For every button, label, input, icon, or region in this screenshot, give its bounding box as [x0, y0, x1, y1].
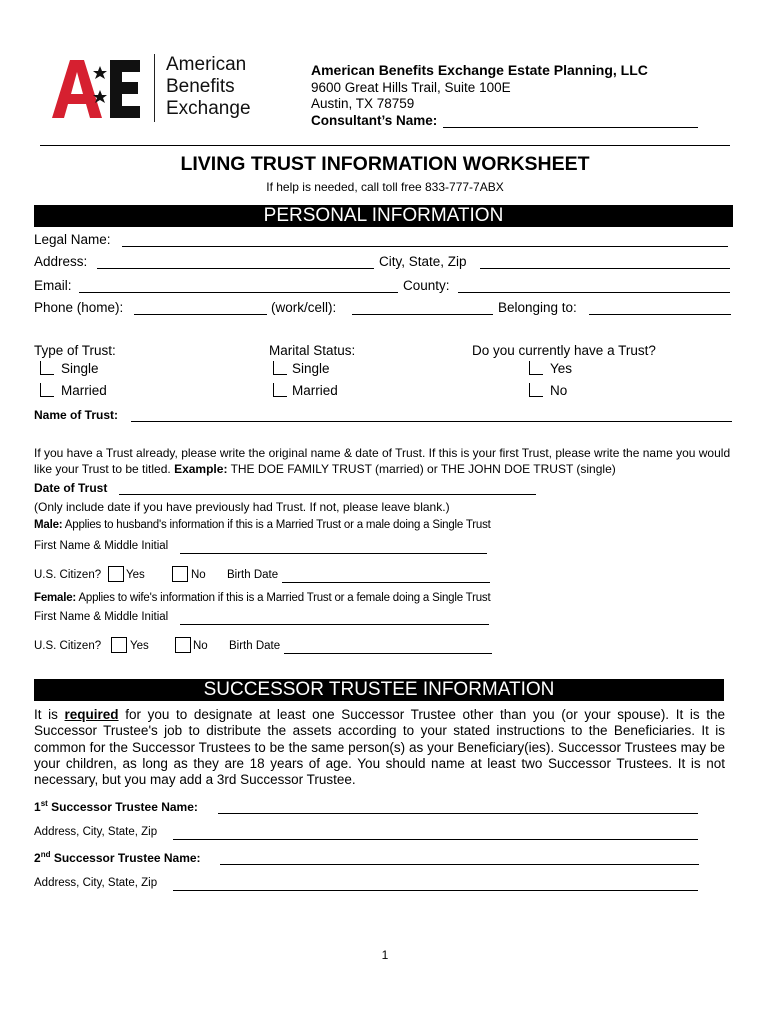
marital-single-label: Single — [292, 361, 330, 376]
personal-info-heading: PERSONAL INFORMATION — [34, 205, 733, 227]
phone-home-label: Phone (home): — [34, 300, 124, 315]
first-trustee-text: Successor Trustee Name: — [51, 800, 198, 814]
legal-name-label: Legal Name: — [34, 232, 111, 247]
logo-name-line: Exchange — [166, 98, 251, 119]
date-of-trust-field[interactable] — [119, 494, 536, 495]
first-trustee-sup: st — [40, 799, 48, 808]
marital-married-checkbox[interactable] — [273, 383, 287, 397]
male-citizen-no-label: No — [191, 569, 206, 581]
county-label: County: — [403, 278, 450, 293]
page-number: 1 — [381, 948, 389, 962]
first-trustee-label — [34, 799, 198, 814]
second-trustee-label — [34, 850, 201, 865]
female-first-name-label: First Name & Middle Initial — [34, 611, 169, 623]
first-trustee-address-label: Address, City, State, Zip — [34, 826, 158, 838]
have-trust-yes-checkbox[interactable] — [529, 361, 543, 375]
work-cell-label: (work/cell): — [271, 300, 337, 315]
example-label: Example: — [174, 461, 228, 476]
trust-married-checkbox[interactable] — [40, 383, 54, 397]
company-address-2: Austin, TX 78759 — [311, 96, 415, 111]
date-of-trust-label: Date of Trust — [34, 481, 108, 495]
phone-home-field[interactable] — [134, 314, 267, 315]
legal-name-field[interactable] — [122, 246, 728, 247]
have-trust-yes-label: Yes — [550, 361, 573, 376]
have-trust-no-label: No — [550, 383, 568, 398]
female-birth-date-field[interactable] — [284, 653, 492, 654]
trust-note-text: If you have a Trust already, please write the original name & date of Trust. If this is your first Trust, please write the name you would like your Trust to be titled. — [34, 446, 731, 476]
male-citizen-yes-checkbox[interactable] — [108, 566, 124, 582]
male-first-name-label: First Name & Middle Initial — [34, 540, 169, 552]
male-citizen-yes-label: Yes — [126, 569, 145, 581]
belonging-to-field[interactable] — [589, 314, 731, 315]
page-title: LIVING TRUST INFORMATION WORKSHEET — [180, 153, 590, 175]
para-pre: It is — [34, 707, 58, 722]
male-birth-date-field[interactable] — [282, 582, 490, 583]
name-of-trust-field[interactable] — [131, 421, 732, 422]
company-name: American Benefits Exchange Estate Planning, LLC — [311, 62, 648, 78]
second-trustee-text: Successor Trustee Name: — [53, 851, 201, 865]
email-label: Email: — [34, 278, 72, 293]
type-of-trust-label: Type of Trust: — [34, 343, 116, 358]
male-section — [34, 519, 491, 531]
marital-married-label: Married — [292, 383, 338, 398]
successor-heading: SUCCESSOR TRUSTEE INFORMATION — [34, 679, 724, 701]
logo-name-line: American — [166, 54, 247, 75]
female-label: Female: — [34, 592, 77, 604]
logo-mark-icon — [50, 54, 150, 124]
address-label: Address: — [34, 254, 88, 269]
second-trustee-sup: nd — [40, 850, 51, 859]
marital-status-label: Marital Status: — [269, 343, 356, 358]
date-note: (Only include date if you have previously had Trust. If not, please leave blank.) — [34, 500, 450, 514]
trust-single-label: Single — [61, 361, 99, 376]
email-field[interactable] — [79, 292, 398, 293]
consultant-name-field[interactable] — [443, 127, 698, 128]
work-cell-field[interactable] — [352, 314, 493, 315]
female-citizen-no-label: No — [193, 640, 208, 652]
example-text: THE DOE FAMILY TRUST (married) or THE JOHN DOE TRUST (single) — [230, 461, 616, 476]
female-birth-date-label: Birth Date — [229, 640, 281, 652]
marital-single-checkbox[interactable] — [273, 361, 287, 375]
female-note: Applies to wife's information if this is a Married Trust or a female doing a Single Trust — [78, 592, 491, 604]
first-trustee-num: 1 — [34, 800, 41, 814]
city-state-zip-field[interactable] — [480, 268, 730, 269]
logo-divider — [154, 54, 155, 122]
female-first-name-field[interactable] — [180, 624, 489, 625]
male-note: Applies to husband's information if this is a Married Trust or a male doing a Single Trust — [64, 519, 491, 531]
address-field[interactable] — [97, 268, 374, 269]
trust-note — [34, 446, 734, 477]
trust-single-checkbox[interactable] — [40, 361, 54, 375]
first-trustee-address-field[interactable] — [173, 839, 698, 840]
second-trustee-address-field[interactable] — [173, 890, 698, 891]
header-rule — [40, 145, 730, 146]
company-logo — [50, 52, 260, 124]
male-label: Male: — [34, 519, 63, 531]
female-citizen-no-checkbox[interactable] — [175, 637, 191, 653]
para-required: required — [64, 707, 119, 722]
trust-married-label: Married — [61, 383, 107, 398]
second-trustee-num: 2 — [34, 851, 41, 865]
consultant-label: Consultant’s Name: — [311, 113, 438, 128]
page-subtitle: If help is needed, call toll free 833-777-7ABX — [266, 180, 504, 194]
have-trust-label: Do you currently have a Trust? — [472, 343, 656, 358]
male-citizen-no-checkbox[interactable] — [172, 566, 188, 582]
male-first-name-field[interactable] — [180, 553, 487, 554]
have-trust-no-checkbox[interactable] — [529, 383, 543, 397]
para-post: for you to designate at least one Successor Trustee other than you (or your spouse). It is the Successor Trustee's job to distribute the assets according to your stated instructions to the Beneficiaries. It is common for the Successor Trustees to be the same person(s) as your Beneficiary(ies). Successor Trustees may be your children, as long as they are 18 years of age. You should name at least two Successor Trustees. It is not necessary, but you may add a 3rd Successor Trustee. — [34, 707, 725, 788]
female-citizen-yes-label: Yes — [130, 640, 149, 652]
female-citizen-yes-checkbox[interactable] — [111, 637, 127, 653]
female-citizen-label: U.S. Citizen? — [34, 640, 102, 652]
logo-name-line: Benefits — [166, 76, 235, 97]
male-citizen-label: U.S. Citizen? — [34, 569, 102, 581]
belonging-to-label: Belonging to: — [498, 300, 577, 315]
female-section — [34, 592, 490, 604]
county-field[interactable] — [458, 292, 730, 293]
company-address-1: 9600 Great Hills Trail, Suite 100E — [311, 80, 511, 95]
male-birth-date-label: Birth Date — [227, 569, 279, 581]
second-trustee-address-label: Address, City, State, Zip — [34, 877, 158, 889]
name-of-trust-label: Name of Trust: — [34, 408, 119, 422]
city-state-zip-label: City, State, Zip — [379, 254, 467, 269]
second-trustee-name-field[interactable] — [220, 864, 699, 865]
first-trustee-name-field[interactable] — [218, 813, 698, 814]
successor-paragraph — [34, 707, 725, 788]
